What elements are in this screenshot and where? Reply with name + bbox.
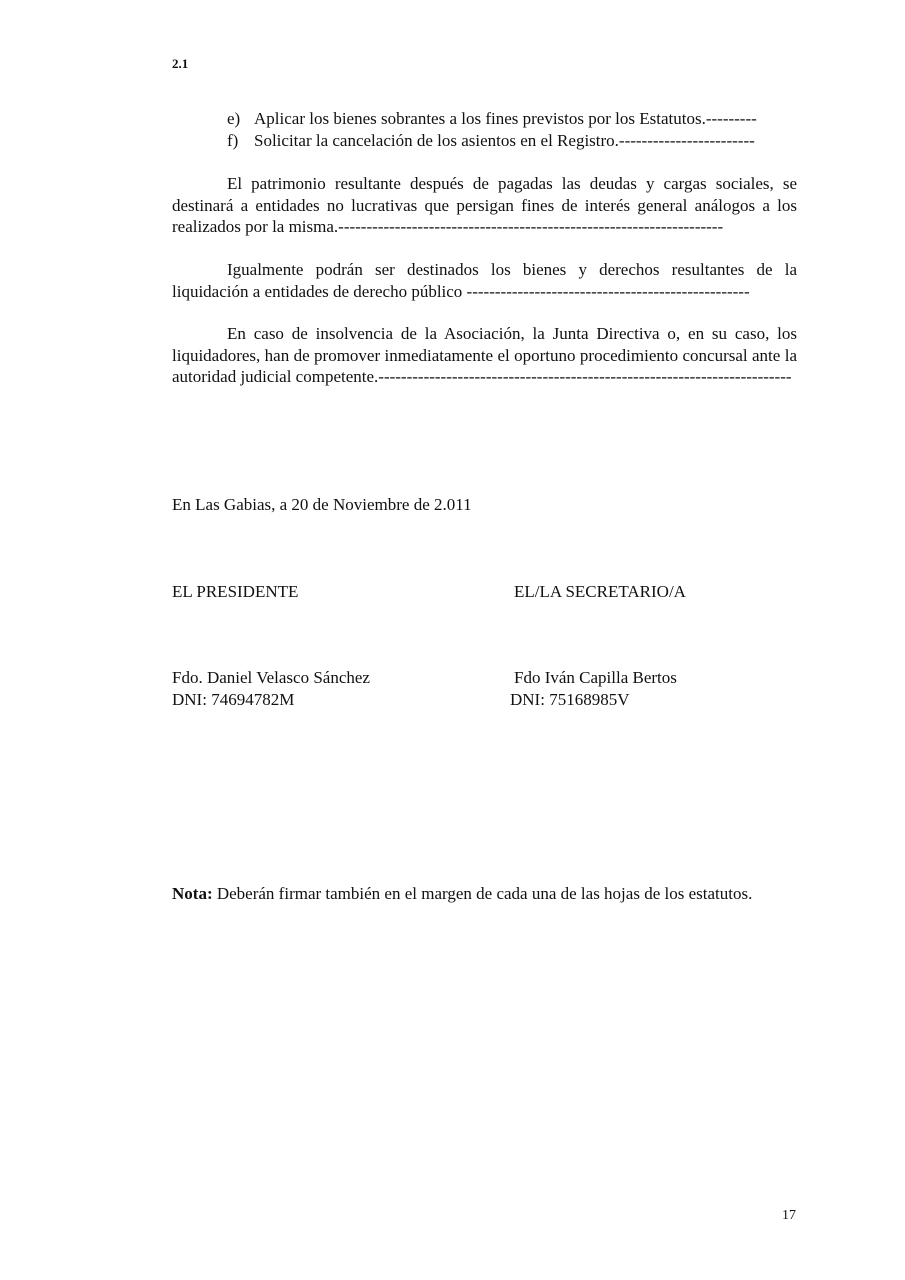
note-text: Deberán firmar también en el margen de cada una de las hojas de los estatutos.	[212, 884, 753, 903]
list-item-text: Solicitar la cancelación de los asientos en el Registro.------------------------	[254, 131, 755, 150]
president-role: EL PRESIDENTE	[172, 582, 299, 601]
paragraph-patrimonio: El patrimonio resultante después de pagadas las deudas y cargas sociales, se destinará a entidades no lucrativas que persigan fines de interés general análogos a los realizados por la misma.--------------------------------------------------------------------	[172, 174, 797, 236]
president-dni: DNI: 74694782M	[172, 690, 295, 709]
secretary-name: Fdo Iván Capilla Bertos	[514, 668, 677, 687]
page-number: 17	[782, 1208, 796, 1223]
paragraph-igualmente: Igualmente podrán ser destinados los bienes y derechos resultantes de la liquidación a entidades de derecho público --------------------------------------------------	[172, 260, 797, 301]
secretary-dni: DNI: 75168985V	[510, 690, 630, 709]
list-item-e	[227, 108, 757, 130]
note	[172, 884, 752, 904]
list-marker: e)	[227, 109, 241, 128]
place-date: En Las Gabias, a 20 de Noviembre de 2.011	[172, 495, 472, 514]
paragraph-insolvencia: En caso de insolvencia de la Asociación, la Junta Directiva o, en su caso, los liquidadores, han de promover inmediatamente el oportuno procedimiento concursal ante la autoridad judicial competente.-------------------------------------------------------------------------	[172, 324, 797, 386]
note-label: Nota:	[172, 884, 213, 903]
list-marker: f)	[227, 131, 239, 150]
list-item-f	[227, 130, 755, 152]
section-header: 2.1	[172, 56, 189, 71]
president-name: Fdo. Daniel Velasco Sánchez	[172, 668, 370, 687]
secretary-role: EL/LA SECRETARIO/A	[514, 582, 686, 601]
list-item-text: Aplicar los bienes sobrantes a los fines previstos por los Estatutos.---------	[254, 109, 757, 128]
